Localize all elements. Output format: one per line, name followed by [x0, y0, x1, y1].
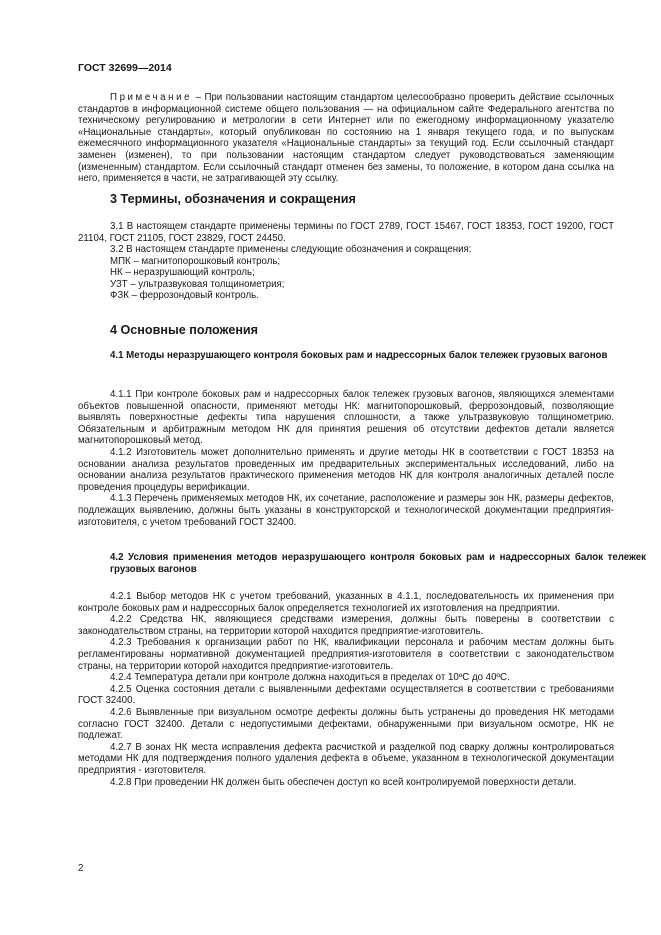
section-4-heading: 4 Основные положения: [110, 323, 259, 337]
paragraph-4-2-7: 4.2.7 В зонах НК места исправления дефекта расчисткой и разделкой под сварку должны контролироваться методами НК для подтверждения полного удаления дефекта в объеме, указанном в технологической документации предприятия - изготовителя.: [78, 741, 614, 776]
note-label: Примечание: [110, 92, 193, 103]
paragraph-4-2-5: 4.2.5 Оценка состояния детали с выявленными дефектами осуществляется в соответствии с требованиями ГОСТ 32400.: [78, 683, 614, 707]
abbreviation-item: ФЗК – феррозондовый контроль.: [110, 290, 259, 302]
paragraph-4-2-8: 4.2.8 При проведении НК должен быть обеспечен доступ ко всей контролируемой поверхности детали.: [110, 776, 577, 788]
abbreviations-list: [78, 244, 614, 302]
section-4-2-heading: 4.2 Условия применения методов неразрушающего контроля боковых рам и надрессорных балок тележек грузовых вагонов: [110, 552, 646, 575]
abbreviation-item: МПК – магнитопорошковый контроль;: [110, 255, 281, 267]
paragraph-4-2-4: 4.2.4 Температура детали при контроле должна находиться в пределах от 10ºС до 40ºС.: [110, 672, 510, 684]
paragraph-4-1-1: 4.1.1 При контроле боковых рам и надрессорных балок тележек грузовых вагонов, являющихся элементами объектов повышенной опасности, применяют методы НК: магнитопорошковый, феррозондовый, позволяющие выявлять поверхностные дефекты типа нарушения сплошности, а также ультразвуковую толщинометрию. Обязательным и арбитражным методом НК для принятия решения об отсутствии дефектов детали является магнитопорошковый метод.: [78, 389, 614, 447]
paragraph-4-2-6: 4.2.6 Выявленные при визуальном осмотре дефекты должны быть устранены до проведения НК методами согласно ГОСТ 32400. Детали с недопустимыми дефектами, обнаруженными при визуальном осмотре, НК не подлежат.: [78, 706, 614, 742]
page-number: 2: [78, 863, 84, 874]
paragraph-4-2-3: 4.2.3 Требования к организации работ по НК, квалификации персонала и рабочим местам должны быть регламентированы нормативной документацией предприятия-изготовителя в соответствии с законодательством страны, на территории которой находится предприятие-изготовитель.: [78, 637, 614, 672]
section-4-1-heading: 4.1 Методы неразрушающего контроля боковых рам и надрессорных балок тележек грузовых вагонов: [110, 350, 608, 361]
section-4-1-body: [78, 389, 614, 528]
paragraph-3-2: 3.2 В настоящем стандарте применены следующие обозначения и сокращения:: [110, 244, 472, 255]
abbreviation-item: УЗТ – ультразвуковая толщинометрия;: [110, 278, 285, 290]
paragraph-3-1: 3.1 В настоящем стандарте применены термины по ГОСТ 2789, ГОСТ 15467, ГОСТ 18353, ГОСТ 19200, ГОСТ 21104, ГОСТ 21105, ГОСТ 23829, ГОСТ 24450.: [78, 221, 614, 244]
note-text: – При пользовании настоящим стандартом целесообразно проверить действие ссылочных стандартов в информационной системе общего пользования — на официальном сайте Федерального агентства по техническому регулированию и метрологии в сети Интернет или по ежегодному информационному указателю «Национальные стандарты», который опубликован по состоянию на 1 января текущего года, и по выпускам ежемесячного информационного указателя «Национальные стандарты» за текущий год. Если ссылочный стандарт заменен (изменен), то при пользовании настоящим стандартом следует руководствоваться заменяющим (измененным) стандартом. Если ссылочный стандарт отменен без замены, то положение, в котором дана ссылка на него, применяется в части, не затрагивающей эту ссылку.: [78, 92, 614, 185]
note-paragraph: [78, 92, 614, 185]
section-3-heading: 3 Термины, обозначения и сокращения: [110, 192, 356, 206]
section-4-2-body: [78, 591, 614, 788]
paragraph-4-2-2: 4.2.2 Средства НК, являющиеся средствами измерения, должны быть поверены в соответствии с законодательством страны, на территории которой находится предприятие-изготовитель.: [78, 614, 614, 637]
abbreviation-item: НК – неразрушающий контроль;: [110, 267, 255, 279]
paragraph-4-1-2: 4.1.2 Изготовитель может дополнительно применять и другие методы НК в соответствии с ГОСТ 18353 на основании анализа результатов проведенных им предварительных экспериментальных исследований, либо на основании анализа результатов практического применения методов НК для контроля аналогичных деталей после проведения процедуры верификации.: [78, 446, 614, 493]
document-header: ГОСТ 32699—2014: [78, 62, 172, 74]
paragraph-4-1-3: 4.1.3 Перечень применяемых методов НК, их сочетание, расположение и размеры зон НК, размеры дефектов, подлежащих выявлению, должны быть указаны в конструкторской и технологической документации предприятия-изготовителя, с учетом требований ГОСТ 32400.: [78, 493, 614, 528]
paragraph-4-2-1: 4.2.1 Выбор методов НК с учетом требований, указанных в 4.1.1, последовательность их применения при контроле боковых рам и надрессорных балок определяется технологией их изготовления на предприятии.: [78, 591, 614, 614]
